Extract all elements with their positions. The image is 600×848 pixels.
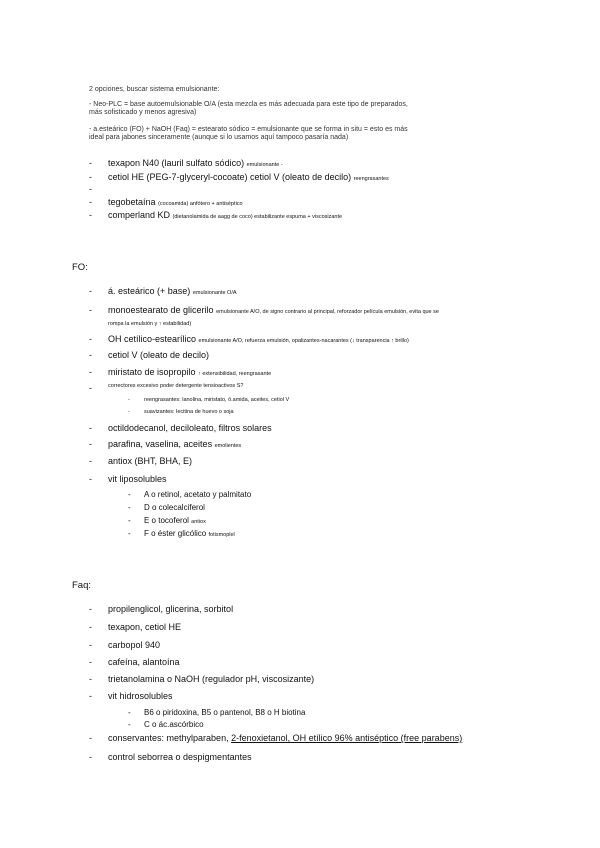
faq-heading: Faq: (72, 580, 92, 591)
intro-option-1: - Neo-PLC = base autoemulsionable O/A (esta mezcla es más adecuada para este tipo de preparados, más sofisticado y menos agresiva) (89, 101, 408, 116)
document-page: 2 opciones, buscar sistema emulsionante: - Neo-PLC = base autoemulsionable O/A (esta mezcla es más adecuada para este tipo de preparados, más sofisticado y menos agresiva) - a.esteárico (FO) + NaOH (Faq) = estearato sódico = emulsionante que se forma in situ = esto es más ideal para jabones sinceramente (aunque si lo usamos aquí tampoco pasaría nada) - texapon N40 (lauril sulfato sódico) emulsionante - - cetiol HE (PEG-7-glyceryl-cocoate) cetiol V (oleato de decilo) reengrasantes - - tegobetaína (cocoamida) anfótero + antiséptico - comperland KD (dietanolamida de aagg de coco) estabilizante espuma + viscosizante FO: - á. esteárico (+ base) emulsionante O/A - monoestearato de glicerilo emulsionante A/O, de signo contrario al principal, reforzador película emulsión, evita que se rompa la emulsión y ↑ estabilidad) - OH cetílico-estearílico emulsionante A/O, refuerza emulsión, opalizantes-nacarantes (↓ transparencia ↑ brillo) - cetiol V (oleato de decilo) - miristato de isopropilo ↑ extensibilidad, reengrasante - correctores excesivo poder detergente tensioactivos S? - reengrasantes: lanolina, miristato, ō.amida, aceites, cetiol V - suavizantes: lecitina de huevo o soja - octildodecanol, deciloleato, filtros solares - parafina, vaselina, aceites emolientes - antiox (BHT, BHA, E) - vit liposolubles - A o retinol, acetato y palmitato - D o colecalciferol - E o tocoferol antiox - F o éster glicólico fotismoplel Faq: - propilenglicol, glicerina, sorbitol - texapon, cetiol HE - carbopol 940 - cafeína, alantoína - trietanolamina o NaOH (regulador pH, viscosizante) - vit hidrosolubles - B6 o piridoxina, B5 o pantenol, B8 o H biotina - C o ác.ascórbico - conservantes: methylparaben, 2-fenoxietanol, OH etílico 96% antiséptico (free parabens) - control seborrea o despigmentantes (72, 86, 463, 762)
fo-heading: FO: (72, 262, 88, 273)
intro-option-2: - a.esteárico (FO) + NaOH (Faq) = estearato sódico = emulsionante que se forma in situ = esto es más ideal para jabones sinceramente (aunque si lo usamos aquí tampoco pasaría nada) (89, 126, 408, 141)
intro-line-1: 2 opciones, buscar sistema emulsionante: (89, 86, 220, 93)
